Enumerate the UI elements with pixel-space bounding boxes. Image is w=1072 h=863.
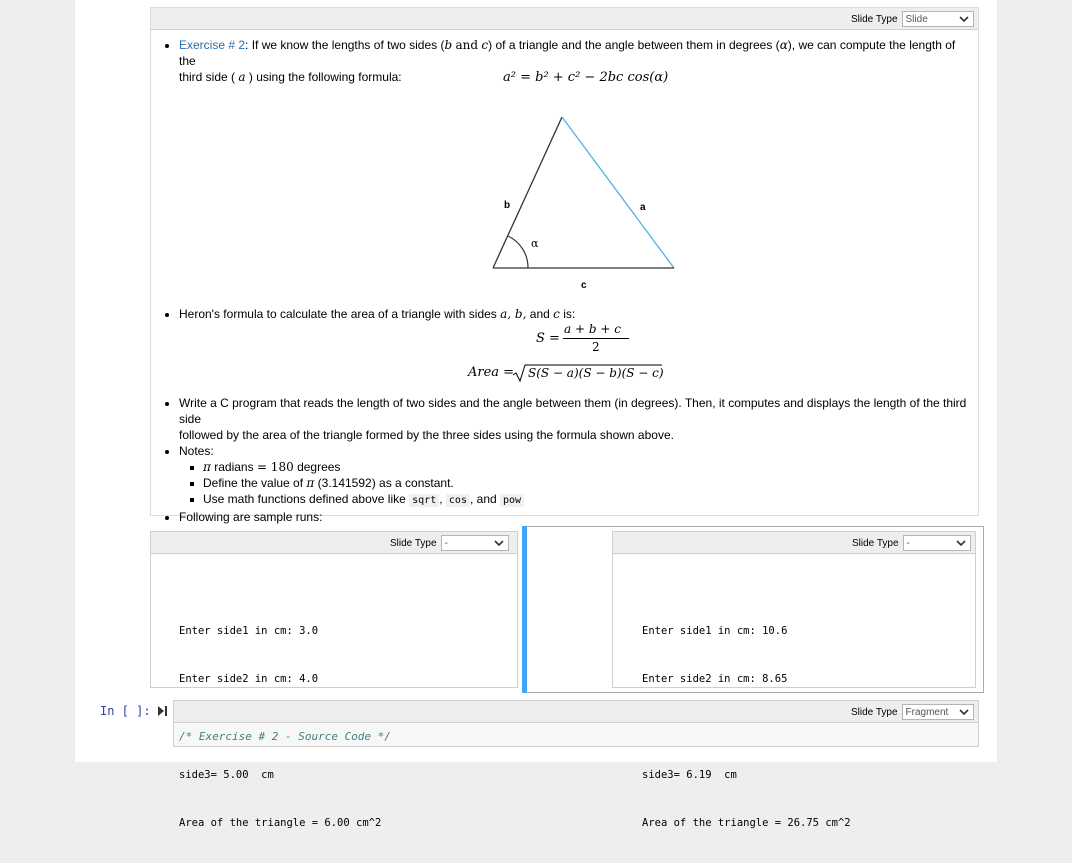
math-var: α [779,38,788,52]
triangle-label-b: b [504,200,511,211]
bullet-square [190,498,194,502]
input-prompt: In [ ]: [100,704,151,718]
bullet-dot [165,44,169,48]
triangle-label-a: a [640,202,646,213]
triangle-side-b [493,117,562,268]
area-lhs: Area = [468,365,515,380]
instruction-text: Write a C program that reads the length of two sides and the angle between them (in degrees). Then, it computes and displays the length of the third side [179,396,967,426]
output-line: Enter side2 in cm: 4.0 [179,673,319,685]
slide-type-label: Slide Type [390,537,437,549]
exercise-text: third side ( [179,70,236,84]
math-var: b [444,38,453,52]
exercise-text: ), we can compute the length of the [179,38,956,68]
triangle-label-alpha: α [531,237,539,250]
slide-type-select[interactable] [902,704,974,720]
chevron-down-icon [959,707,969,717]
note-text: radians [214,460,254,474]
exercise-text: : If we know the lengths of two sides ( [245,38,445,52]
notes-heading: Notes: [179,444,214,458]
cell-toolbar [613,532,975,554]
note-text: Define the value of [203,476,304,490]
bullet-dot [165,450,169,454]
note-text: and [476,492,497,506]
selected-cell-bar [522,526,527,693]
triangle-side-a [562,117,674,268]
cell-toolbar [174,701,978,723]
slide-type-control [852,535,971,551]
s-numerator: a + b + c [564,322,621,336]
slide-type-label: Slide Type [851,13,898,25]
exercise-link[interactable]: Exercise # 2 [179,38,246,52]
math-var: a, b, [500,307,527,321]
run-cell-icon[interactable] [157,704,169,721]
slide-type-control [851,11,974,27]
output-line: side3= 5.00 cm [179,769,274,781]
note-text: Use math functions defined above like [203,492,406,506]
cell-toolbar [151,532,517,554]
triangle-label-c: c [581,280,587,291]
triangle-diagram [485,110,685,295]
chevron-down-icon [956,538,966,548]
math-word: and [455,38,479,52]
inline-code: pow [500,494,524,507]
bullet-square [190,466,194,470]
math-var: π [306,476,315,490]
angle-arc [508,236,528,268]
sample-runs-text: Following are sample runs: [179,510,323,524]
code-cell[interactable] [173,700,979,747]
slide-type-select[interactable] [441,535,509,551]
output-line: side3= 6.19 cm [642,769,737,781]
slide-type-select[interactable] [902,11,974,27]
note-math: = 180 [256,460,294,474]
slide-type-control [851,704,974,720]
slide-type-value: - [444,537,448,549]
slide-type-label: Slide Type [852,537,899,549]
area-radicand: S(S − a)(S − b)(S − c) [528,366,664,380]
note-text: (3.141592) as a constant. [317,476,454,490]
exercise-text: ) of a triangle and the angle between them in degrees ( [488,38,780,52]
math-var: c [553,307,560,321]
exercise-text: ) using the following formula: [248,70,402,84]
heron-paragraph [165,306,965,322]
bullet-dot [165,516,169,520]
math-var: π [203,460,211,474]
slide-type-value: - [906,537,910,549]
chevron-down-icon [494,538,504,548]
instruction-text: followed by the area of the triangle formed by the three sides using the formula shown above. [179,428,674,442]
output-line: Enter side1 in cm: 3.0 [179,625,319,637]
bullet-square [190,482,194,486]
slide-type-control [390,535,509,551]
output-line: Enter side2 in cm: 8.65 [642,673,788,685]
instructions-list: Write a C program that reads the length of two sides and the angle between them (in degrees). Then, it computes and displays the length of the third side followed by the area of the triangle formed by the three sides using the formula shown above. Notes: π radians = 180 degrees Define the value of π (3.141592) as a constant. Use math functions defined above like sqrt , cos , and pow Following are sample runs: [165,395,975,525]
law-of-cosines-formula: a² = b² + c² − 2bc cos(α) [503,70,669,85]
math-var: a [238,70,246,84]
s-formula [536,322,636,356]
cell-toolbar [151,8,978,30]
output-line: Enter side1 in cm: 10.6 [642,625,788,637]
bullet-dot [165,402,169,406]
slide-type-value: Fragment [905,706,949,718]
heron-text: and [529,307,550,321]
fraction-bar [563,338,629,339]
heron-text: Heron's formula to calculate the area of a triangle with sides [179,307,497,321]
output-line: Area of the triangle = 26.75 cm^2 [642,817,851,829]
inline-code: sqrt [409,494,439,507]
code-editor[interactable]: /* Exercise # 2 - Source Code */ [179,730,391,743]
chevron-down-icon [959,14,969,24]
area-formula [468,363,678,383]
bullet-dot [165,313,169,317]
slide-type-value: Slide [905,13,928,25]
s-lhs: S = [536,331,560,346]
slide-type-select[interactable] [903,535,971,551]
math-var: c [481,38,489,52]
inline-code: cos [446,494,470,507]
slide-type-label: Slide Type [851,706,898,718]
heron-text: is: [563,307,576,321]
s-denominator: 2 [592,340,600,354]
output-line: Area of the triangle = 6.00 cm^2 [179,817,382,829]
note-text: degrees [297,460,341,474]
